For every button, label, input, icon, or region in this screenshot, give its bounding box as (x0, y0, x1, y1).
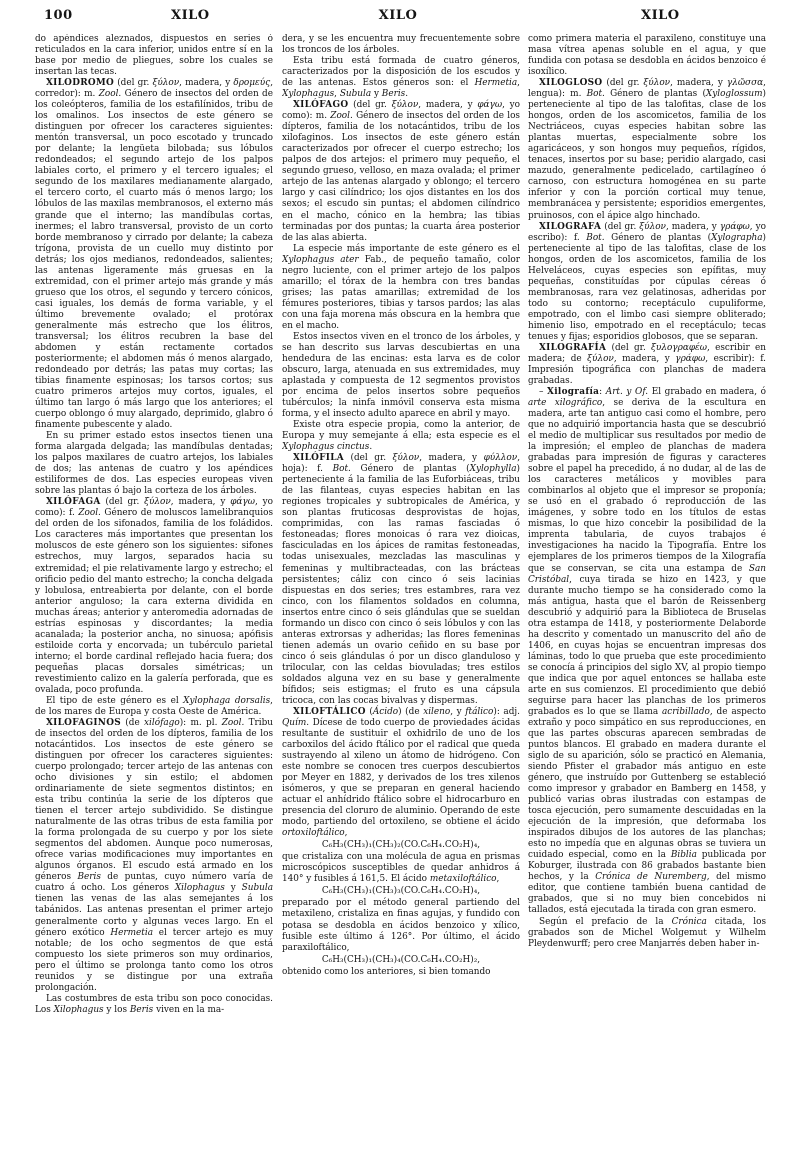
text-run: ) (de (398, 706, 424, 717)
text-column-middle (282, 34, 520, 1162)
text-run: (del gr. (344, 453, 393, 464)
text-run: , madera, y (665, 221, 720, 232)
text-run: ) perteneciente á la familia de las Euforbiáceas, tribu de las filanteas, cuyas especies habitan en las regiones tropicales y subtropicales de América, y son plantas fruticosas desprovistas de hojas, comprimidas, con las ramas fasciadas ó festoneadas; flores monoicas ó rara vez dioicas, fasciculadas en los ápices de ramitas festoneadas, todas unisexuales, mezcladas las masculinas y femeninas y multibracteadas, con las brácteas persistentes; cáliz con cinco ó seis lacinias dispuestas en dos series; tres estambres, rara vez cinco, con los filamentos soldados en columna, insertos entre cinco ó seis glándulas que se sueldan formando un disco con cinco ó seis lóbulos y con las anteras extrorsas y adheridas; las flores femeninas tienen además un ovario ceñido en su base por cinco ó seis glándulas ó por un disco glanduloso y trilocular, con las celdas biovuladas; tres estilos soldados alguna vez en su base y generalmente bífidos; seis estigmas; el fruto es una cápsula tricoca, con las cocas bivalvas y dispermas. (282, 464, 520, 706)
chemical-formula (282, 955, 520, 966)
text-run: , madera, y (419, 453, 484, 464)
paragraph (528, 34, 766, 78)
text-run: , y (450, 706, 466, 717)
paragraph (282, 967, 520, 978)
text-run: La especie más importante de este género es el (293, 243, 520, 254)
paragraph (282, 420, 520, 453)
text-run: , madera, y (179, 78, 234, 89)
italic-text: arte xilográfico (528, 398, 603, 409)
italic-text: ortoxiloftálico (282, 828, 345, 839)
text-run: Estos insectos viven en el tronco de los árboles, y se han descrito sus larvas descubiertas en una hendedura de las encinas: esta larva es de color obscuro, larga, atenuada en sus extremidades, muy aplastada y compuesta de 12 segmentos provistos por encima de pelos insertos sobre pequeños tubérculos; la ninfa inmóvil conserva esta misma forma, y el insecto adulto aparece en abril y mayo. (282, 331, 520, 420)
text-run: (del gr. (602, 78, 644, 89)
text-run: Género de insectos del orden de los coleópteros, familia de los estafilínidos, tribu de los omalinos. Los insectos de este género se distinguen por ofrecer los caracteres siguientes: mentón transversal, un poco escotado y truncado por delante; la lengüeta bilobada; sus lóbulos redondeados; el segundo artejo de los palpos labiales corto, el primero y el tercero iguales; el segundo de los maxilares medianamente alargado, el tercero corto, el cuarto más ó menos largo; los lóbulos de las maxilas membranosos, el externo más grande que el interno; las mandíbulas cortas, inermes; el labro transversal, provisto de un corto borde membranoso y cirrado por delante; la cabeza trígona, provista de un cuello muy distinto por detrás; los ojos medianos, redondeados, salientes; las antenas ligeramente más gruesas en la extremidad, con el primer artejo más grande y más grueso que los otros, el segundo y tercero cónicos, casi iguales, los demás de forma variable, y el último brevemente ovalado; el protórax generalmente más estrecho que los élitros, transversal; los élitros recubren la base del abdomen y están rectamente cortados posteriormente; el abdomen más ó menos alargado, redondeado por detrás; las patas muy cortas; las tibias finamente espinosas; los tarsos cortos; sus cuatro primeros artejos muy cortos, iguales, el último tan largo ó más largo que los anteriores; el cuerpo oblongo ó muy alargado, deprimido, glabro ó finamente pubescente y alado. (35, 89, 273, 431)
text-column-right (528, 34, 766, 1162)
italic-text: Quím. (282, 717, 310, 728)
italic-text: Xylophylla (469, 464, 517, 475)
italic-text: φύλλον (483, 453, 518, 464)
text-run: C₆H₃(CH₃)₁(CH₃)₂(CO.C₆H₄.CO₂H)₄, (321, 840, 481, 851)
text-run: , yo como): m. (282, 100, 520, 122)
italic-text: Crónica (671, 916, 707, 927)
text-run: – (539, 387, 548, 397)
text-run: , (344, 828, 348, 839)
italic-text: Xylophaga dorsalis (183, 695, 271, 706)
italic-text: ξυλογραφέω (651, 342, 708, 353)
text-run: ) perteneciente al tipo de las talofitas, clase de los hongos, orden de los ascomicetos, familia de los Nectriáceos, cuyas especies habitan sobre las plantas muertas, especialmente sobre los agaricáceos, y son hongos muy pequeños, rígidos, tenaces, insertos por su base; peridio alargado, casi mazudo, generalmente pedicelado, cartilagíneo ó carnoso, con estructura homogénea en su parte inferior y con la porción cortical muy tenue, membranácea y persistente; esporidios emergentes, pruinosos, con el ápice algo hinchado. (528, 89, 766, 221)
text-run: , escribir): f. Impresión tipográfica con planchas de madera grabadas. (528, 353, 766, 386)
italic-text: Xilophagus (174, 883, 225, 894)
running-head-left: XILO (171, 8, 210, 23)
dictionary-entry (282, 453, 520, 707)
text-run: , yo como): f. (35, 497, 273, 519)
italic-text: Bot. (586, 89, 605, 100)
text-run: ) perteneciente al tipo de las talofitas, clase de los hongos, orden de los ascomicetos, familia de los Helveláceos, cuyas especies son epífitas, muy pequeñas, constituídas por cúpulas céreas ó membranosas, rara vez gelatinosas, adheridas por todo su contorno; receptáculo cupuliforme, empotrado, con el limbo casi siempre obliterado; himenio liso, empotrado en el receptáculo; tecas tenues y fijas; esporidios globosos, que se separan. (528, 232, 766, 342)
italic-text: γράφω (719, 221, 750, 232)
text-run: , corredor): m. (35, 78, 273, 100)
text-run: ( (365, 706, 373, 717)
text-run: , lengua): m. (528, 78, 766, 100)
italic-text: Xylophagus cinctus (282, 442, 370, 453)
text-run: , madera, y (170, 497, 231, 508)
text-run: El tipo de este género es el (46, 695, 184, 706)
italic-text: Zool. (78, 508, 101, 519)
text-run: . (405, 89, 409, 100)
text-run: , madera, y (670, 78, 727, 89)
text-run: . (369, 442, 373, 453)
text-run: , hoja): f. (282, 453, 520, 475)
italic-text: Subula (241, 883, 273, 894)
text-run: Género de plantas ( (604, 232, 712, 243)
running-header (0, 0, 801, 34)
italic-text: Zool. (330, 111, 353, 122)
italic-text: Zool. (221, 717, 245, 728)
italic-text: Xyloglossum (705, 89, 763, 100)
text-run: ): adj. (493, 706, 520, 717)
paragraph (282, 34, 520, 56)
headword: XILÓFAGO (293, 100, 349, 111)
italic-text: xileno (423, 706, 451, 717)
text-run: , de aspecto extraño y poco simpático en sus reproducciones, en que las partes obscuras aparecen sembradas de puntos blancos. El grabado en madera durante el siglo de su aparición, sólo se practicó en Alemania, siendo Pfister el grabador más antiguo en este género, que instruído por Guttenberg se estableció como impresor y grabador en Bamberg en 1458, y publicó varias obras ilustradas con estampas de tosca ejecución, pero sumamente descuidadas en la ejecución de la impresión, que deformaba los inspirados dibujos de los autores de las planchas; esto no impedía que en algunas obras se tuviera un cuidado especial, como en la (528, 706, 766, 861)
headword: XILÓFILA (293, 453, 344, 464)
text-run: do apéndices aleznados, dispuestos en series ó reticulados en la cara inferior, unidos entre sí en la base por medio de pliegues, sobre los cuales se insertan las tecas. (35, 34, 273, 78)
text-run: , madera, y (613, 353, 676, 364)
text-run: Género de plantas ( (350, 464, 470, 475)
text-run: Existe otra especie propia, como la anterior, de Europa y muy semejante á ella; esta especie es el (282, 420, 520, 442)
text-run: , yo escribo): f. (528, 221, 766, 243)
running-head-center: XILO (378, 8, 418, 23)
italic-text: Xilophagus (53, 1004, 104, 1015)
chemical-formula (282, 886, 520, 897)
paragraph (282, 56, 520, 100)
text-run: el tercer artejo es muy notable; de los ocho segmentos de que está compuesto los siete primeros son muy ordinarios, pero el último se prolonga tanto como los otros reunidos y se distingue por una extraña prolongación. (35, 927, 273, 993)
text-run: y (371, 89, 382, 100)
text-run: que cristaliza con una molécula de agua en prismas microscópicos susceptibles de quedar anhidros á 140° y fusibles á 161,5. El ácido (282, 852, 520, 885)
italic-text: Beris (381, 89, 406, 100)
italic-text: Bot. (586, 232, 605, 243)
text-run: , (496, 874, 500, 885)
text-run: , (334, 89, 340, 100)
text-run: Género de moluscos lamelibranquios del orden de los sifonados, familia de los foládidos. Los caracteres más importantes que presentan los moluscos de este género son los siguientes: sifones estrechos, muy largos, separados hacia su extremidad; el pie relativamente largo y estrecho; el orificio pedio del manto estrecho; la concha delgada y lobulosa, entreabierta por delante, con el borde anterior anguloso; la cara externa dividida en muchas áreas; anterior y anteromedia adornadas de estrías espinosas y discordantes; la media acanalada; la posterior ancha, no sinuosa; apófisis estiloide corta y encorvada; un tubérculo parietal interno; el borde cardinal reflejado hacia fuera; dos pequeñas placas dorsales simétricas; un revestimiento calizo en la galería perforada, que es ovalada, poco profunda. (35, 508, 273, 695)
text-run: , (517, 78, 520, 89)
paragraph (282, 244, 520, 332)
headword: XILOFTÁLICO (293, 706, 366, 717)
headword: XILOGRAFÍA (539, 342, 607, 353)
paragraph (528, 387, 766, 917)
italic-text: ξύλον (391, 100, 419, 111)
text-run: preparado por el método general partiendo del metaxileno, cristaliza en finas agujas, y fundido con potasa se desdobla en ácidos benzoico y xílico, fusible este último á 126°. Por último, el ácido paraxiloftálico, (282, 898, 520, 953)
dictionary-entry (528, 222, 766, 343)
text-run: Género de insectos del orden de los dípteros, familia de los notacántidos, tribu de los xilofaginos. Los insectos de este género están caracterizados por ofrecer el cuerpo estrecho; los palpos de dos artejos: el primero muy pequeño, el segundo grueso, velloso, en maza ovalada; el primer artejo de las antenas alargado y oblongo; el tercero largo y casi cilíndrico; los ojos distantes en los dos sexos; el escudo sin puntas; el abdomen cilíndrico en el macho, cónico en la hembra; las tibias terminadas por dos puntas; la cuarta área posterior de las alas abierta. (282, 111, 520, 243)
text-run: (del gr. (100, 497, 145, 508)
italic-text: φάγω (477, 100, 503, 111)
dictionary-entry (35, 78, 273, 431)
text-run: , se deriva de la escultura en madera, arte tan antiguo casi como el hombre, pero que no adquirió importancia hasta que se descubrió el medio de multiplicar sus resultados por medio de la impresión; el empleo de planchas de madera grabadas para impresión de figuras y caracteres sobre el papel ha precedido, á no dudar, al de las de los caracteres metálicos y movibles para combinarlos al objeto que el impresor se proponía; se usó en el grabado ó reproducción de las imágenes, y sobre todo en los títulos de estas mismas, lo que hizo concebir la posibilidad de la imprenta tabularia, de cuyos trabajos é investigaciones ha nacido la Tipografía. Entre los ejemplares de los primeros tiempos de la Xilografía que se conservan, se cita una estampa de (528, 398, 766, 574)
dictionary-entry (528, 343, 766, 387)
italic-text: Ácido (372, 706, 399, 717)
text-run: publicada por Koburger, ilustrada con 86 grabados bastante bien hechos, y la (528, 850, 766, 883)
text-run: (del gr. (114, 78, 153, 89)
paragraph (35, 994, 273, 1016)
italic-text: Biblia (670, 850, 697, 861)
text-run: (del gr. (348, 100, 392, 111)
text-run: Fab., de pequeño tamaño, color negro luciente, con el primer artejo de los palpos amarillo; el tórax de la hembra con tres bandas grises; las patas amarillas; extremidad de los fémures posteriores, tibias y tarsos pardos; las alas con una faja morena más obscura en la hembra que en el macho. (282, 254, 520, 331)
dictionary-entry (35, 497, 273, 696)
italic-text: Crónica de Nuremberg (595, 872, 707, 883)
italic-text: Xylographa (711, 232, 763, 243)
italic-text: ξύλον (587, 353, 614, 364)
italic-text: Subula (339, 89, 372, 100)
italic-text: γράφω (675, 353, 706, 364)
italic-text: γλῶσσα (726, 78, 764, 89)
italic-text: ξύλον (643, 78, 671, 89)
text-run: dera, y se les encuentra muy frecuentemente sobre los troncos de los árboles. (282, 34, 520, 56)
text-run: C₆H₃(CH₃)₁(CH₃)₃(CO.C₆H₄.CO₂H)₄, (321, 886, 481, 897)
text-run: viven en la ma- (153, 1004, 225, 1015)
text-column-left (35, 34, 273, 1162)
headword: XILOFAGINOS (46, 717, 121, 728)
italic-text: xilófago (144, 717, 180, 728)
chemical-formula (282, 840, 520, 851)
italic-text: ξύλον (152, 78, 180, 89)
italic-text: ξύλον (639, 221, 666, 232)
italic-text: San Cristóbal (528, 563, 766, 585)
dictionary-entry (35, 718, 273, 994)
text-run: El grabado en madera, ó (648, 387, 766, 397)
headword: XILODROMO (46, 78, 115, 89)
text-run: , de los mares de Europa y costa Oeste de América. (35, 695, 273, 717)
paragraph (35, 431, 273, 497)
text-run: Esta tribu está formada de cuatro géneros, caracterizados por la disposición de los escudos y de las antenas. Estos géneros son: el (282, 56, 520, 89)
paragraph (528, 917, 766, 950)
text-run: tienen las venas de las alas semejantes á los tabánidos. Las antenas presentan el primer artejo generalmente corto y algunas veces largo. En el género exótico (35, 894, 273, 938)
text-run: , escribir en madera; de (528, 342, 766, 364)
italic-text: acribillado (662, 706, 710, 717)
text-run: ): m. pl. (179, 717, 222, 728)
text-run: y (224, 883, 242, 894)
headword: XILOGLOSO (539, 78, 603, 89)
dictionary-entry (282, 707, 520, 839)
text-run: (del gr. (601, 221, 640, 232)
italic-text: Xylophagus (282, 89, 335, 100)
paragraph (282, 852, 520, 885)
dictionary-entry (528, 78, 766, 221)
page-number: 100 (44, 8, 73, 23)
text-run: de puntas, cuyo número varía de cuatro á ocho. Los géneros (35, 872, 273, 894)
text-run: , madera, y (418, 100, 478, 111)
italic-text: Bot. (332, 464, 351, 475)
italic-text: Beris (129, 1004, 154, 1015)
headword: Xilografía (547, 387, 600, 397)
text-run: , del mismo editor, que contiene también buena cantidad de grabados, que si no muy bien concebidos ni tallados, está ejecutada la tirada con gran esmero. (528, 872, 766, 916)
italic-text: Beris (77, 872, 101, 883)
text-run: Dícese de todo cuerpo de proviedades ácidas resultante de sustituir el oxhidrilo de uno de los carboxilos del ácido ftálico por el radical que queda sustrayendo al xileno un átomo de hidrógeno. Con este nombre se conocen tres cuerpos descubiertos por Meyer en 1882, y derivados de los tres xilenos isómeros, y que se preparan en general haciendo actuar el anhídrido ftálico sobre el hidrocarburo en presencia del cloruro de aluminio. Operando de este modo, partiendo del ortoxileno, se obtiene el ácido (282, 717, 520, 828)
text-run: : (599, 387, 606, 397)
text-run: Tribu de insectos del orden de los dípteros, familia de los notacántidos. Los insectos de este género se distinguen por ofrecer los caracteres siguientes: cuerpo prolongado; tercer artejo de las antenas con ocho divisiones y sin estilo; el abdomen ordinariamente de siete segmentos distintos; en esta tribu continúa la serie de los dípteros que tienen el tercer artejo subdividido. Se distingue naturalmente de las otras tribus de esta familia por la forma prolongada de su cuerpo y por los siete segmentos del abdomen. Aunque poco numerosas, ofrece varias modificaciones muy importantes en algunos órganos. El escudo está armado en los géneros (35, 717, 273, 883)
text-run: C₆H₃(CH₃)₁(CH₃)₄(CO.C₆H₄.CO₂H)₂, (321, 954, 481, 965)
text-run: Según el prefacio de la (539, 916, 672, 927)
italic-text: δρομεύς (233, 78, 271, 89)
text-run: Género de plantas ( (604, 89, 706, 100)
italic-text: ξύλον (144, 497, 171, 508)
dictionary-entry (282, 100, 520, 243)
text-run: (del gr. (606, 342, 652, 353)
text-run: y los (103, 1004, 130, 1015)
italic-text: ξύλον (392, 453, 420, 464)
italic-text: Zool. (98, 89, 122, 100)
running-head-right: XILO (641, 8, 680, 23)
text-run: citada, los grabados son de Michel Wolgemut y Wilhelm Pleydenwurff; pero cree Manjarrés deben haber in- (528, 916, 766, 949)
italic-text: Hermetia (110, 927, 154, 938)
text-run: como primera materia el paraxileno, constituye una masa vítrea apenas soluble en el agua, y que fundida con potasa se desdobla en ácidos benzoico é isoxílico. (528, 34, 766, 78)
paragraph (282, 898, 520, 953)
text-run: , cuya tirada se hizo en 1423, y que durante mucho tiempo se ha considerado como la más antigua, hasta que el barón de Reissenberg descubrió y adquirió para la Biblioteca de Bruselas otra estampa de 1418, y posteriormente Delaborde ha descrito y comentado un manuscrito del año de 1406, en cuyas hojas se encuentran impresas dos láminas, todo lo que prueba que este procedimiento se conocía á principios del siglo XV, al propio tiempo que indica que por aquel entonces se hallaba este arte en sus comienzos. El procedimiento que debió seguirse para hacer las planchas de los primeros grabados es lo que se llama (528, 574, 766, 717)
headword: XILOGRAFA (539, 221, 602, 232)
text-run: obtenido como los anteriores, si bien tomando (282, 966, 491, 977)
paragraph (35, 34, 273, 78)
italic-text: ftálico (465, 706, 494, 717)
headword: XILÓFAGA (46, 497, 101, 508)
italic-text: Art. y Of. (605, 387, 649, 397)
italic-text: Xylophagus ater (282, 254, 359, 265)
italic-text: metaxiloftálico (429, 874, 497, 885)
paragraph (282, 332, 520, 420)
italic-text: Hermetia (474, 78, 518, 89)
italic-text: φάγω (230, 497, 255, 508)
text-run: Las costumbres de esta tribu son poco conocidas. Los (35, 993, 273, 1015)
text-run: En su primer estado estos insectos tienen una forma alargada delgada; las mandíbulas dentadas; los palpos maxilares de cuatro artejos, los labiales de dos; las antenas de cuatro y los apéndices estiliformes de dos. Las especies europeas viven sobre las plantas ó bajo la corteza de los árboles. (35, 431, 273, 497)
paragraph (35, 696, 273, 718)
text-run: (de (120, 717, 145, 728)
